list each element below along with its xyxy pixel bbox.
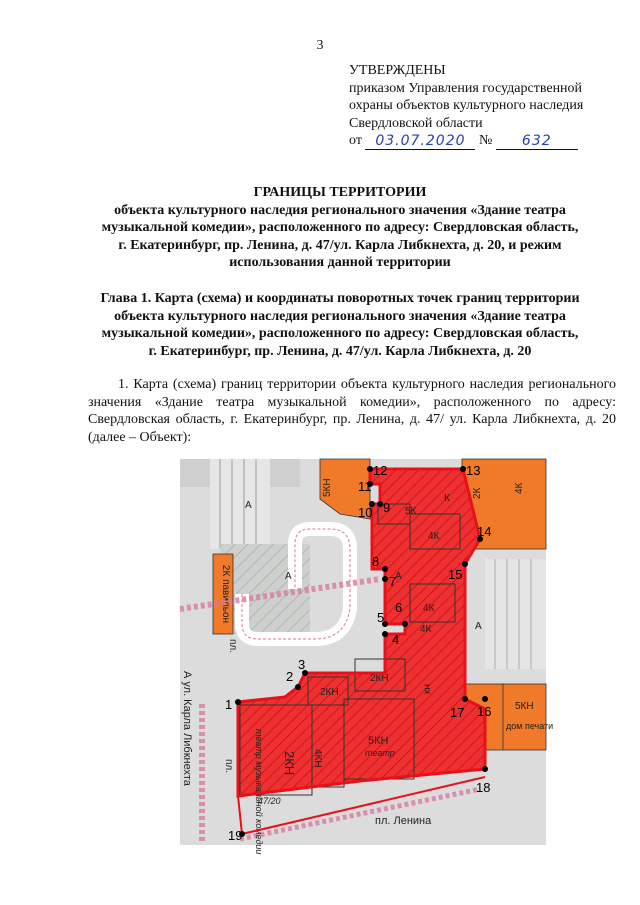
pavilion-label: 2К павильон bbox=[220, 564, 231, 624]
label-2k: 2К bbox=[472, 487, 483, 499]
label-4k: 4К bbox=[428, 531, 440, 542]
approval-line: охраны объектов культурного наследия bbox=[349, 98, 584, 113]
label-5kn: 5КН bbox=[368, 735, 389, 747]
approval-date-row bbox=[349, 132, 583, 150]
chapter-line: объекта культурного наследия регионального значения «Здание театра bbox=[114, 308, 566, 324]
point-label: 17 bbox=[450, 705, 465, 720]
label-4k: 4К bbox=[423, 603, 435, 614]
point-marker bbox=[382, 631, 388, 637]
number-prefix: № bbox=[478, 133, 493, 148]
point-label: 8 bbox=[372, 554, 380, 569]
point-label: 13 bbox=[466, 463, 481, 478]
date-prefix: от bbox=[349, 133, 362, 148]
number-value: 632 bbox=[521, 132, 552, 149]
point-label: 14 bbox=[477, 524, 492, 539]
point-label: 4 bbox=[392, 632, 400, 647]
approval-line: приказом Управления государственной bbox=[349, 80, 583, 96]
label-a: А bbox=[245, 500, 252, 511]
label-pl: пл. bbox=[223, 759, 234, 774]
point-label: 1 bbox=[225, 697, 233, 712]
point-label: 3 bbox=[298, 657, 306, 672]
point-label: 19 bbox=[228, 828, 243, 843]
label-2kn: 2КН bbox=[370, 673, 389, 684]
heading-line: г. Екатеринбург, пр. Ленина, д. 47/ул. Карла Либкнехта, д. 20, и режим bbox=[118, 237, 562, 253]
label-dom-pechati: дом печати bbox=[506, 721, 554, 731]
date-value: 03.07.2020 bbox=[375, 132, 466, 149]
point-label: 18 bbox=[476, 780, 491, 795]
chapter-line: музыкальной комедии», расположенного по адресу: Свердловская область, bbox=[101, 326, 579, 341]
point-label: 6 bbox=[395, 600, 403, 615]
point-marker bbox=[382, 566, 388, 572]
label-theatre-long: театр музыкальной комедии bbox=[254, 729, 264, 855]
point-label: 12 bbox=[373, 463, 388, 478]
approval-title: УТВЕРЖДЕНЫ bbox=[349, 63, 446, 78]
point-label: 10 bbox=[358, 505, 373, 520]
orange-building bbox=[502, 684, 546, 750]
label-5k: 5К bbox=[405, 506, 417, 517]
point-marker bbox=[462, 696, 468, 702]
point-marker bbox=[382, 576, 388, 582]
point-label: 15 bbox=[448, 567, 463, 582]
point-label: 2 bbox=[286, 669, 294, 684]
heading-line: объекта культурного наследия регионального значения «Здание театра bbox=[114, 202, 566, 218]
point-label: 7 bbox=[389, 574, 397, 589]
map-block bbox=[485, 559, 546, 669]
number-field bbox=[496, 133, 578, 150]
chapter-heading bbox=[60, 290, 620, 360]
chapter-line: Глава 1. Карта (схема) и координаты поворотных точек границ территории bbox=[100, 291, 580, 306]
label-pl: пл. bbox=[227, 639, 238, 654]
label-4k: 4К bbox=[514, 482, 525, 494]
heading-line: музыкальной комедии», расположенного по адресу: Свердловская область, bbox=[101, 220, 579, 235]
point-label: 9 bbox=[383, 500, 391, 515]
point-label: 11 bbox=[358, 479, 372, 494]
label-street-lenina: пл. Ленина bbox=[375, 815, 432, 827]
label-a: А bbox=[285, 571, 292, 582]
point-label: 5 bbox=[377, 610, 385, 625]
label-5kn: 5КН bbox=[515, 701, 534, 712]
document-heading bbox=[60, 184, 620, 272]
boundary-map bbox=[180, 459, 554, 855]
label-street-liebknecht: А ул. Карла Либкнехта bbox=[181, 671, 193, 786]
label-a: А bbox=[475, 621, 482, 632]
label-theatre: театр bbox=[365, 748, 395, 758]
map-svg bbox=[180, 459, 554, 855]
point-marker bbox=[402, 621, 408, 627]
label-kn: кн bbox=[422, 684, 433, 694]
point-marker bbox=[482, 696, 488, 702]
point-marker bbox=[295, 684, 301, 690]
label-a: А bbox=[395, 571, 402, 582]
label-house-number: 47/20 bbox=[258, 796, 281, 806]
paragraph-1 bbox=[88, 376, 616, 446]
label-k: К bbox=[444, 493, 450, 504]
label-2kn: 2КН bbox=[320, 687, 339, 698]
date-field bbox=[365, 133, 475, 150]
paragraph-text: 1. Карта (схема) границ территории объекта культурного наследия регионального значения «Здание театра музыкальной комедии», расположенного по адресу: Свердловская область, г. Екатеринбург, пр. Ленина, д. 47/ ул. Карла Либкнехта, д. 20 (далее – Объект): bbox=[88, 377, 616, 445]
label-4kn: 4КН bbox=[312, 749, 323, 768]
label-4k: 4К bbox=[420, 624, 432, 635]
approval-block bbox=[349, 62, 583, 150]
point-label: 16 bbox=[477, 704, 492, 719]
point-marker bbox=[235, 699, 241, 705]
point-marker bbox=[482, 766, 488, 772]
label-2kn: 2КН bbox=[282, 751, 297, 776]
heading-main: ГРАНИЦЫ ТЕРРИТОРИИ bbox=[253, 185, 427, 200]
approval-line: Свердловской области bbox=[349, 115, 483, 131]
chapter-line: г. Екатеринбург, пр. Ленина, д. 47/ул. Карла Либкнехта, д. 20 bbox=[148, 343, 532, 359]
point-marker bbox=[462, 561, 468, 567]
page-number: 3 bbox=[316, 38, 324, 53]
label-5kn: 5КН bbox=[322, 478, 333, 497]
map-block bbox=[210, 459, 270, 549]
heading-line: использования данной территории bbox=[229, 255, 451, 270]
